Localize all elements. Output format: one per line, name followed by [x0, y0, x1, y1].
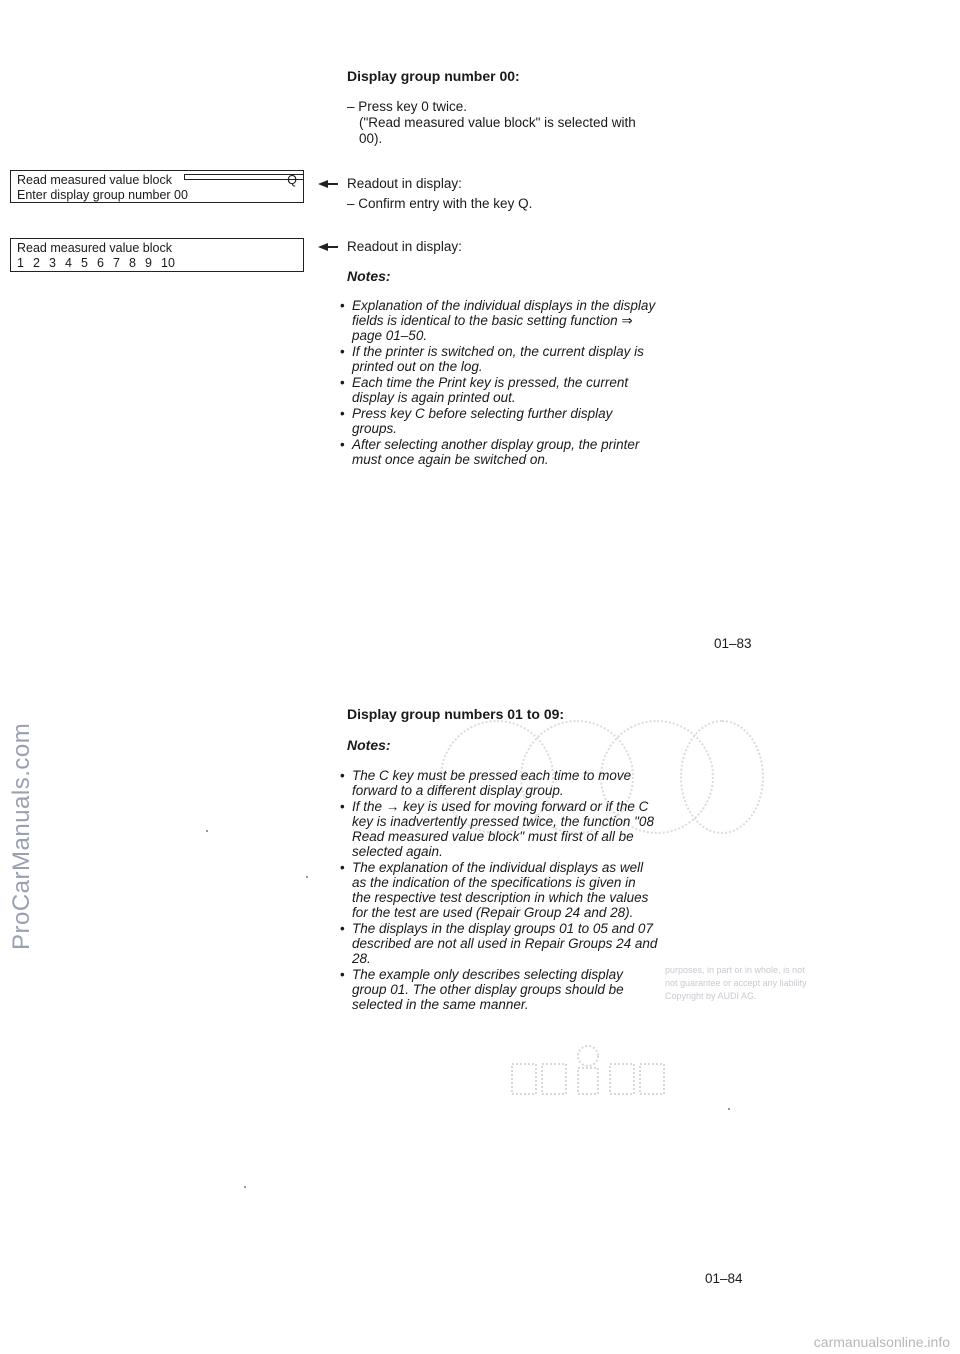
- digit: 1: [17, 256, 24, 270]
- note-item: • The explanation of the individual displays as well as the indication of the specifications is given in the respective test description in which the values for the test are used (Repair Group 24 and 28).: [340, 860, 658, 920]
- notes-label-top: Notes:: [347, 268, 391, 284]
- digit: 6: [97, 256, 104, 270]
- notes-label-bottom: Notes:: [347, 737, 391, 753]
- faint-logo-ring: [680, 720, 764, 834]
- note-item: • Each time the Print key is pressed, the current display is again printed out.: [340, 375, 658, 405]
- display-2-line1: Read measured value block: [17, 241, 172, 255]
- display-readout-2: [10, 238, 304, 272]
- confirm-step: – Confirm entry with the key Q.: [347, 196, 533, 211]
- notes-list-top: [340, 298, 658, 468]
- digit: 8: [129, 256, 136, 270]
- copyright-line: not guarantee or accept any liability: [665, 978, 807, 988]
- arrow-left-icon: [318, 242, 338, 252]
- step-press-key-text: – Press key 0 twice.: [347, 99, 468, 114]
- digit: 3: [49, 256, 56, 270]
- display-readout-1: [10, 170, 304, 203]
- note-item: • Press key C before selecting further display groups.: [340, 406, 658, 436]
- copyright-line: Copyright by AUDI AG.: [665, 991, 757, 1001]
- step-press-key: [347, 99, 657, 147]
- copyright-notice: [665, 964, 807, 1003]
- display-1-line1: Read measured value block: [17, 173, 172, 187]
- digit: 10: [161, 256, 175, 270]
- notes-list-bottom: [340, 768, 658, 1013]
- display-1-line2: Enter display group number 00: [17, 188, 188, 202]
- page-number-84: 01–84: [705, 1271, 743, 1286]
- digit: 9: [145, 256, 152, 270]
- page-number-83: 01–83: [714, 636, 752, 651]
- note-item: • The example only describes selecting display group 01. The other display groups should be selected in the same manner.: [340, 967, 658, 1012]
- note-item: • If the → key is used for moving forward or if the C key is inadvertently pressed twice, the function "08 Read measured value block" must first of all be selected again.: [340, 799, 658, 859]
- digit: 7: [113, 256, 120, 270]
- note-item: • After selecting another display group, the printer must once again be switched on.: [340, 437, 658, 467]
- note-item: • The C key must be pressed each time to move forward to a different display group.: [340, 768, 658, 798]
- copyright-line: purposes, in part or in whole, is not: [665, 965, 805, 975]
- faint-stamp-icon: [508, 1042, 668, 1100]
- readout-label-1: Readout in display:: [347, 176, 462, 191]
- arrow-left-icon: [318, 179, 338, 189]
- bottom-watermark: carmanualsonline.info: [813, 1334, 950, 1350]
- readout-label-2: Readout in display:: [347, 239, 462, 254]
- note-item: • Explanation of the individual displays in the display fields is identical to the basic setting function ⇒ page 01–50.: [340, 298, 658, 343]
- section-heading-01-09: Display group numbers 01 to 09:: [347, 706, 565, 722]
- digit: 5: [81, 256, 88, 270]
- step-press-key-note: ("Read measured value block" is selected with 00).: [359, 115, 636, 146]
- display-1-q: Q: [287, 173, 297, 187]
- display-2-digits: [17, 256, 297, 271]
- note-item: • The displays in the display groups 01 to 05 and 07 described are not all used in Repair Groups 24 and 28.: [340, 921, 658, 966]
- section-heading-00: Display group number 00:: [347, 68, 520, 84]
- side-watermark: ProCarManuals.com: [8, 722, 35, 950]
- digit: 2: [33, 256, 40, 270]
- note-item: • If the printer is switched on, the current display is printed out on the log.: [340, 344, 658, 374]
- digit: 4: [65, 256, 72, 270]
